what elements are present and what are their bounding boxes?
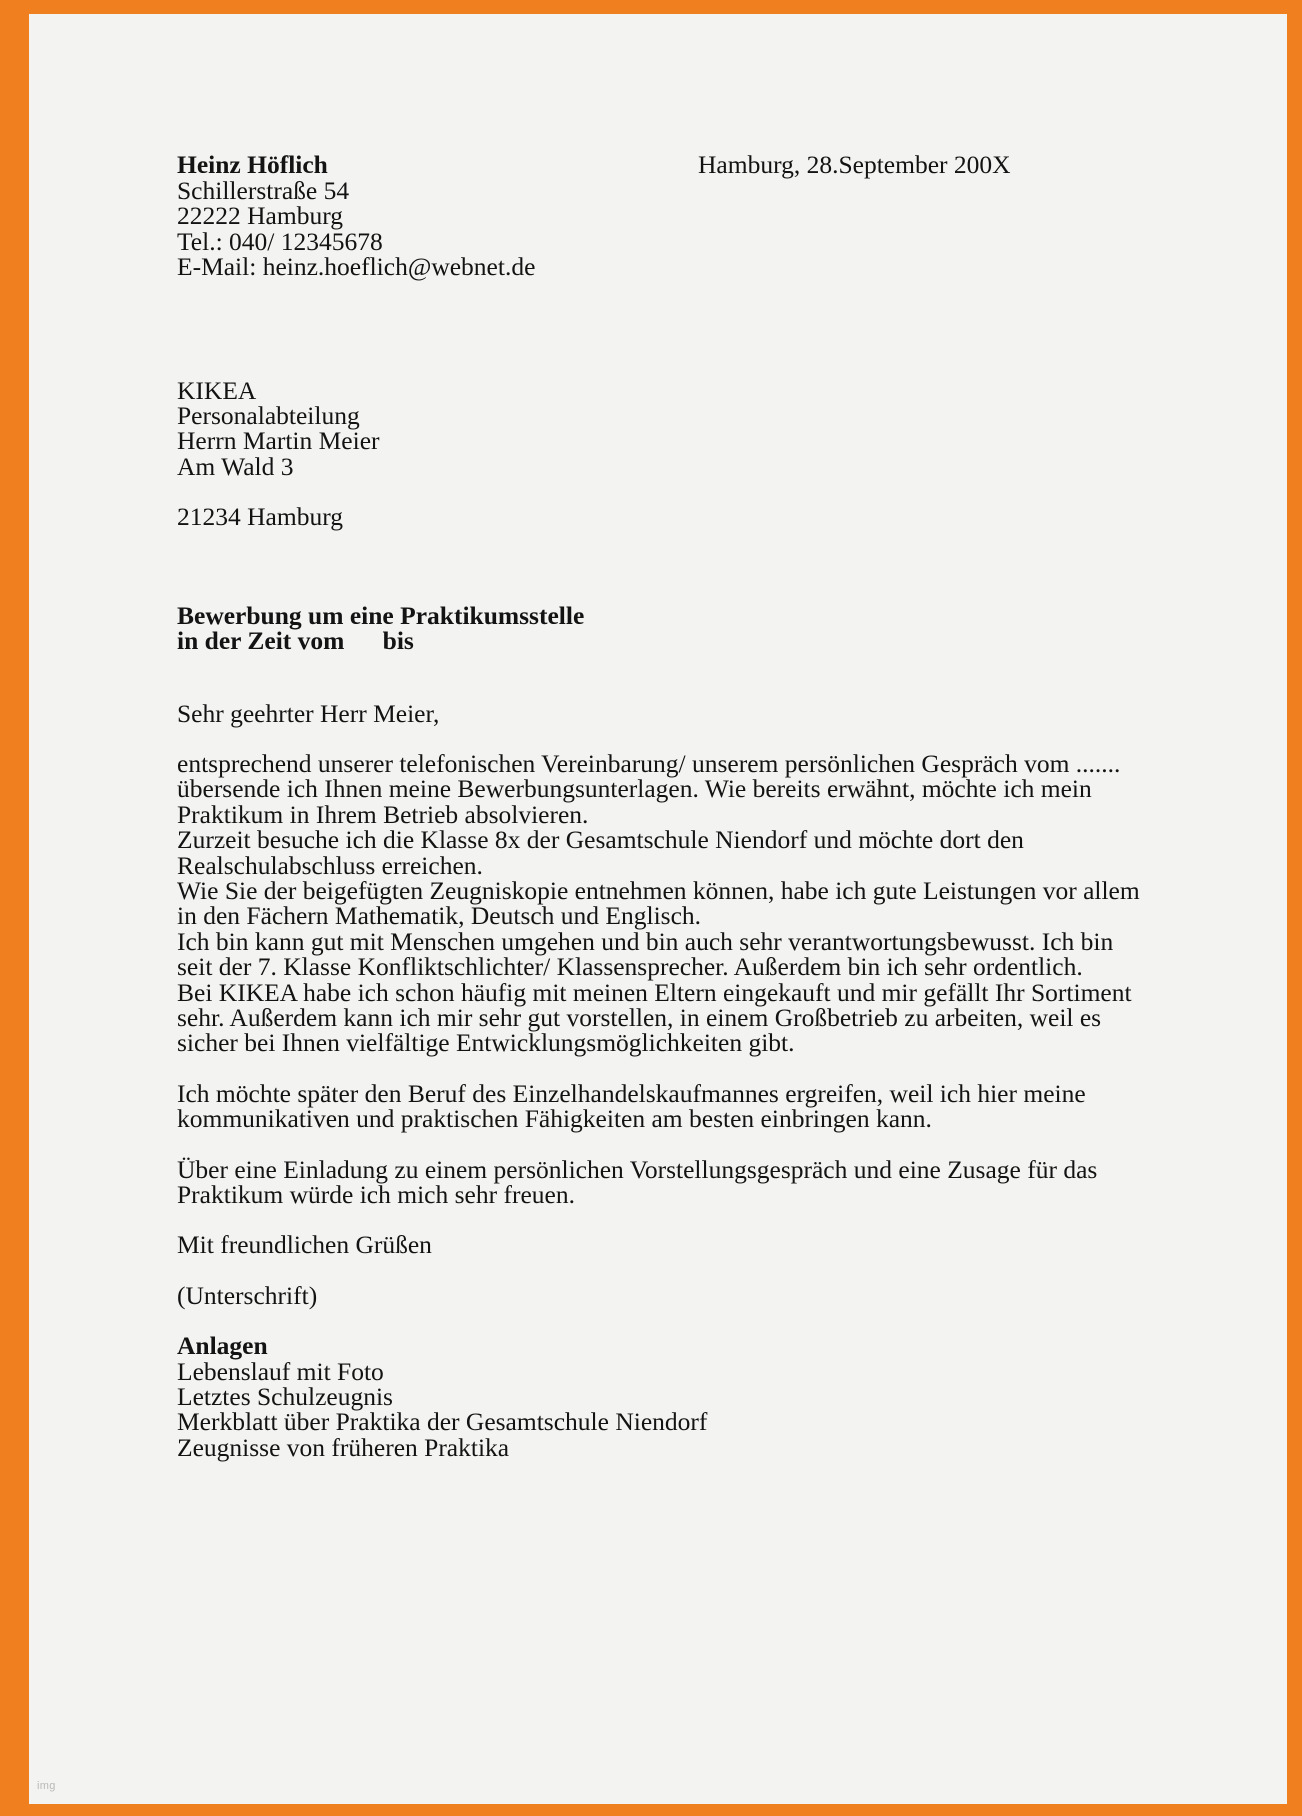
spacer xyxy=(177,530,1142,603)
sender-address-block xyxy=(177,178,1142,280)
closing-formula: Mit freundlichen Grüßen xyxy=(177,1230,432,1260)
body-line: sicher bei Ihnen vielfältige Entwicklungsmöglichkeiten gibt. xyxy=(177,1028,795,1058)
body-line: in den Fächern Mathematik, Deutsch und Englisch. xyxy=(177,901,702,931)
body-line: Wie Sie der beigefügten Zeugniskopie entnehmen können, habe ich gute Leistungen vor allem xyxy=(177,875,1140,905)
spacer xyxy=(177,653,1142,701)
attachment-item: Zeugnisse von früheren Praktika xyxy=(177,1432,510,1462)
attachment-item: Letztes Schulzeugnis xyxy=(177,1382,393,1411)
letter-body xyxy=(177,152,1142,1460)
spacer xyxy=(177,1308,1142,1333)
attachments-block xyxy=(177,1333,1142,1460)
body-line: Ich bin kann gut mit Menschen umgehen und bin auch sehr verantwortungsbewusst. Ich bin xyxy=(177,926,1114,956)
body-line: Praktikum würde ich mich sehr freuen. xyxy=(177,1179,575,1209)
recipient-company: KIKEA xyxy=(177,375,257,405)
recipient-street: Am Wald 3 xyxy=(177,451,294,481)
signature-placeholder: (Unterschrift) xyxy=(177,1280,318,1310)
spacer xyxy=(177,1258,1142,1283)
sender-street: Schillerstraße 54 xyxy=(177,176,350,205)
spacer xyxy=(177,1207,1142,1232)
spacer xyxy=(177,1132,1142,1157)
scan-watermark: img xyxy=(37,1780,56,1792)
body-line: entsprechend unserer telefonischen Vereinbarung/ unserem persönlichen Gespräch vom ....... xyxy=(177,748,1121,778)
body-line: Über eine Einladung zu einem persönlichen Vorstellungsgespräch und eine Zusage für das xyxy=(177,1154,1098,1184)
body-paragraph-1 xyxy=(177,748,1142,1058)
body-line: kommunikativen und praktischen Fähigkeiten am besten einbringen kann. xyxy=(177,1104,932,1134)
body-line: Realschulabschluss erreichen. xyxy=(177,850,483,880)
spacer xyxy=(177,280,1142,378)
recipient-address-block xyxy=(177,375,1142,481)
body-paragraph-3 xyxy=(177,1154,1142,1209)
subject-line-1: Bewerbung um eine Praktikumsstelle xyxy=(177,600,585,630)
spacer xyxy=(177,1056,1142,1081)
attachments-heading: Anlagen xyxy=(177,1331,268,1361)
subject-line-2: in der Zeit vom bis xyxy=(177,626,414,656)
attachment-item: Merkblatt über Praktika der Gesamtschule Niendorf xyxy=(177,1407,708,1437)
sender-phone: Tel.: 040/ 12345678 xyxy=(177,226,383,256)
body-line: Ich möchte später den Beruf des Einzelhandelskaufmannes ergreifen, weil ich hier meine xyxy=(177,1078,1086,1108)
attachment-item: Lebenslauf mit Foto xyxy=(177,1356,384,1386)
salutation: Sehr geehrter Herr Meier, xyxy=(177,699,440,729)
letterhead-row xyxy=(177,152,1142,178)
subject-block xyxy=(177,600,1142,656)
body-paragraph-2 xyxy=(177,1078,1142,1134)
sender-name: Heinz Höflich xyxy=(177,150,328,179)
spacer xyxy=(177,727,1142,751)
spacer xyxy=(177,479,1142,504)
body-line: seit der 7. Klasse Konfliktschlichter/ Klassensprecher. Außerdem bin ich sehr ordentlich. xyxy=(177,952,1083,982)
recipient-person: Herrn Martin Meier xyxy=(177,426,380,456)
recipient-city: 21234 Hamburg xyxy=(177,502,343,532)
recipient-department: Personalabteilung xyxy=(177,401,360,431)
body-line: Praktikum in Ihrem Betrieb absolvieren. xyxy=(177,799,589,829)
place-date-line: Hamburg, 28.September 200X xyxy=(698,150,1011,179)
sender-email: E-Mail: heinz.hoeflich@webnet.de xyxy=(177,252,536,282)
body-line: übersende ich Ihnen meine Bewerbungsunterlagen. Wie bereits erwähnt, möchte ich mein xyxy=(177,774,1092,804)
letter-paper-sheet xyxy=(29,14,1287,1804)
body-line: Zurzeit besuche ich die Klasse 8x der Gesamtschule Niendorf und möchte dort den xyxy=(177,825,1024,855)
sender-city: 22222 Hamburg xyxy=(177,201,343,231)
body-line: sehr. Außerdem kann ich mir sehr gut vorstellen, in einem Großbetrieb zu arbeiten, weil es xyxy=(177,1002,1102,1032)
body-line: Bei KIKEA habe ich schon häufig mit meinen Eltern eingekauft und mir gefällt Ihr Sortiment xyxy=(177,977,1132,1007)
